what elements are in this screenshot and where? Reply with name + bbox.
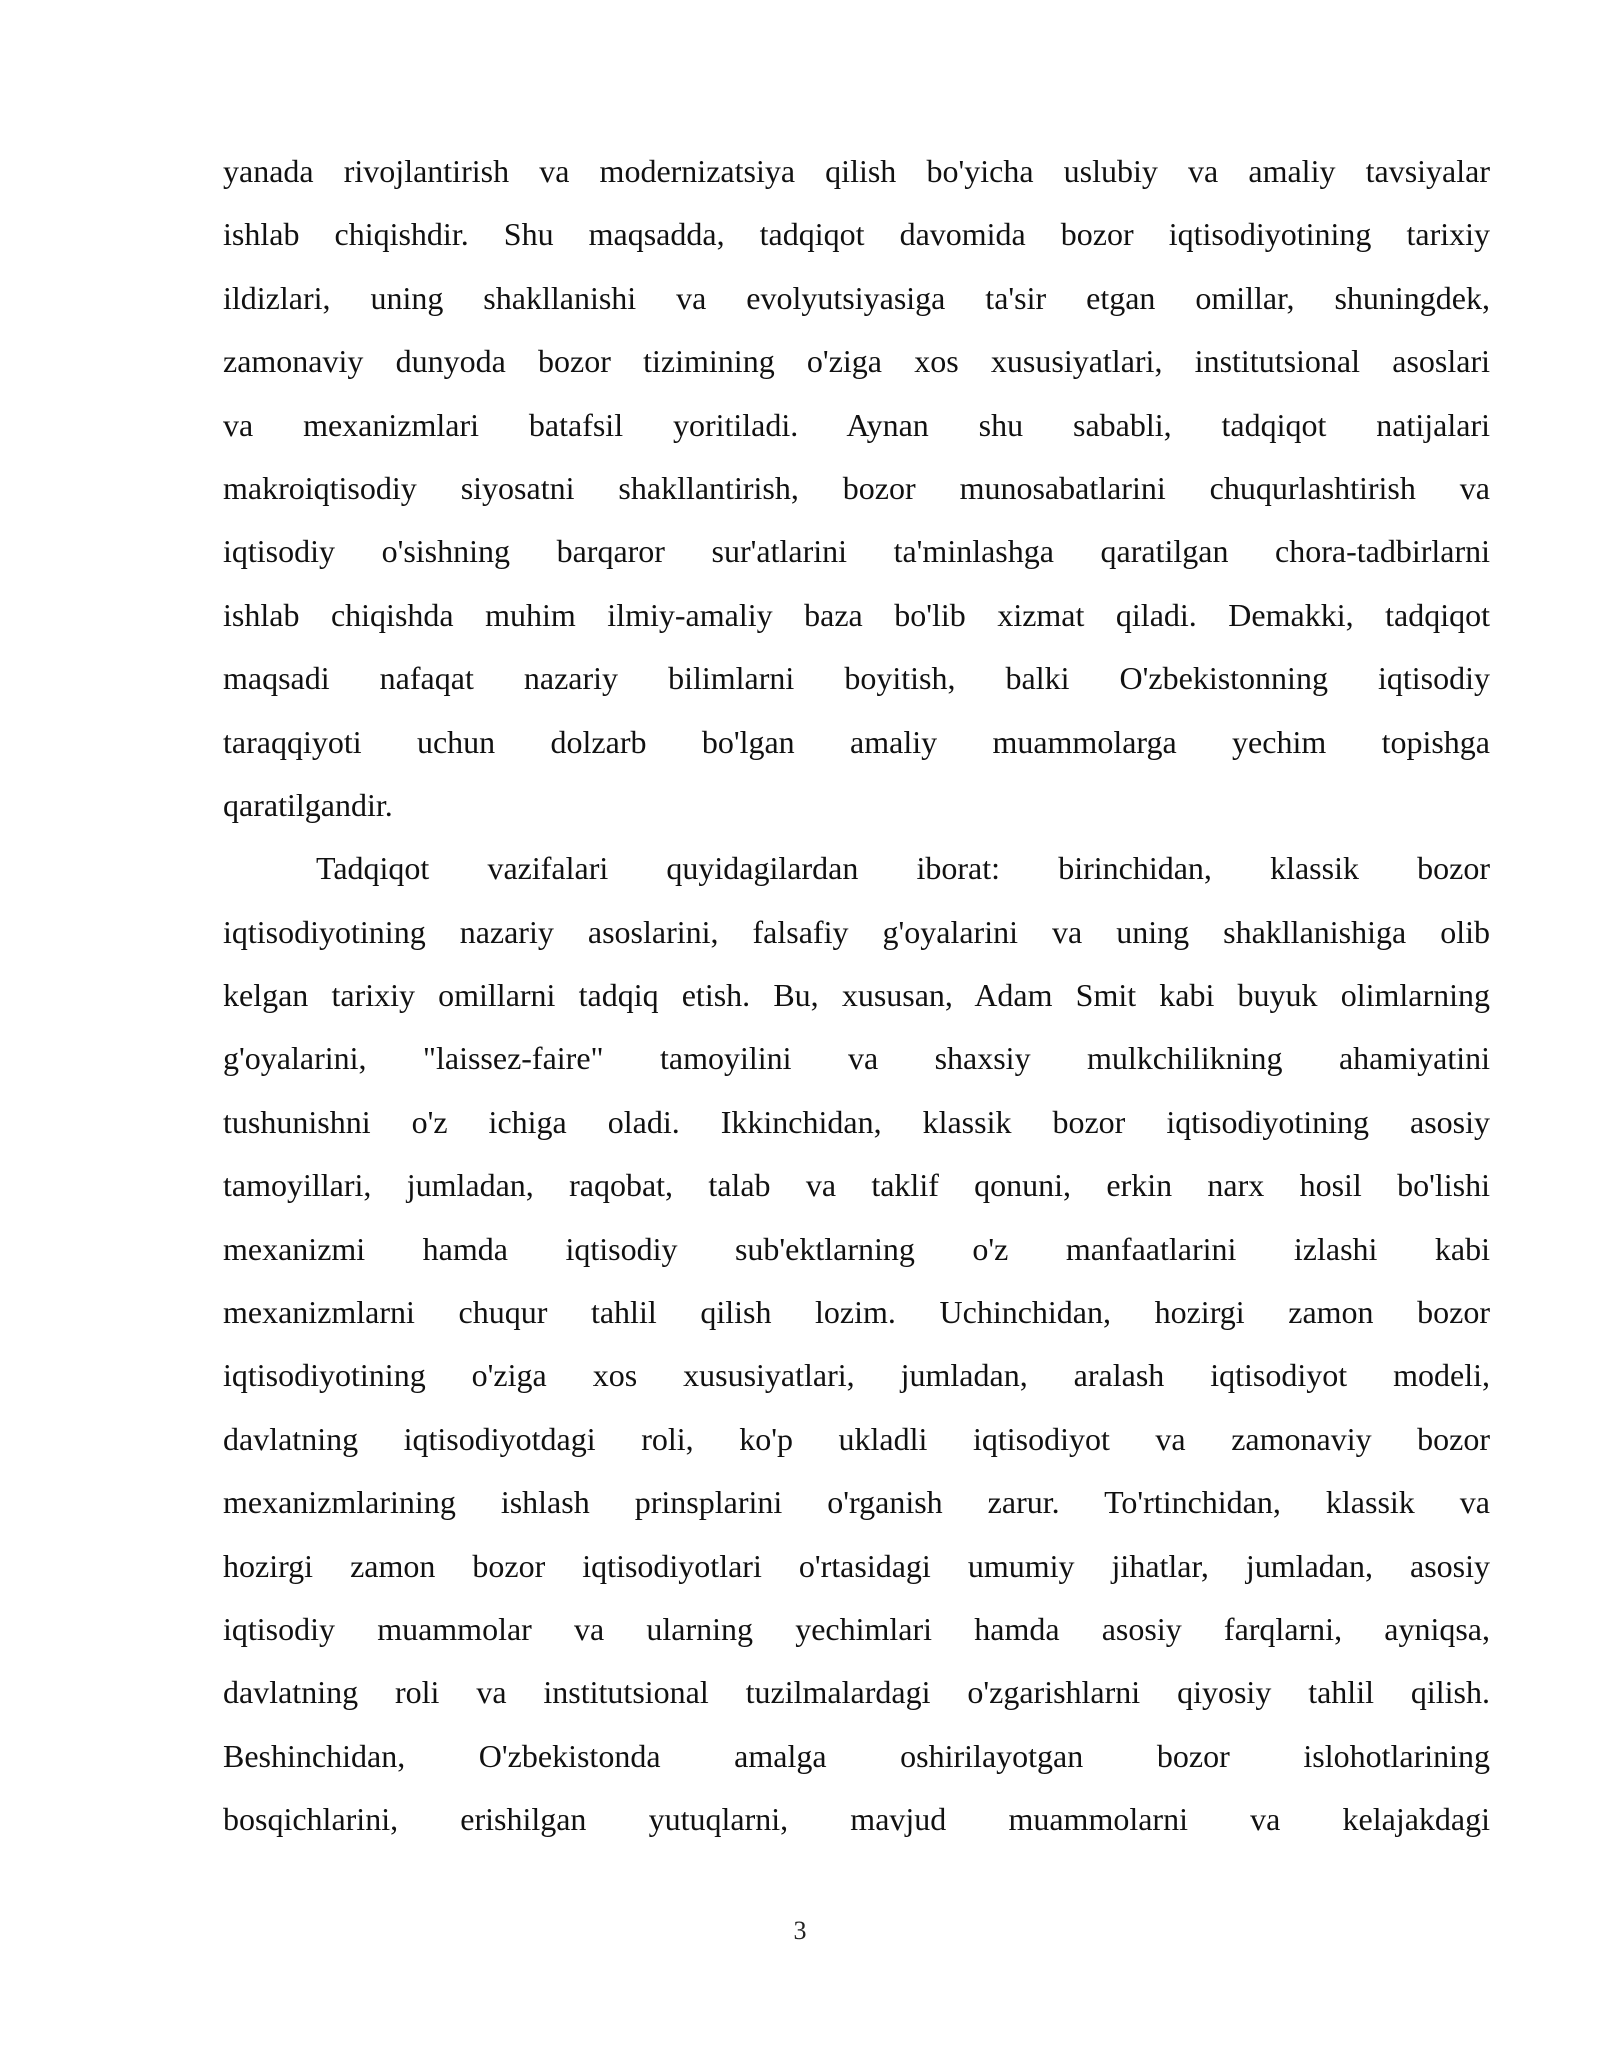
- text-line: ishlab chiqishda muhim ilmiy-amaliy baza bo'lib xizmat qiladi. Demakki, tadqiqot: [223, 596, 1490, 633]
- text-line: hozirgi zamon bozor iqtisodiyotlari o'rtasidagi umumiy jihatlar, jumladan, asosiy: [223, 1547, 1490, 1584]
- text-line: mexanizmlarni chuqur tahlil qilish lozim. Uchinchidan, hozirgi zamon bozor: [223, 1294, 1490, 1331]
- text-line: zamonaviy dunyoda bozor tizimining o'ziga xos xususiyatlari, institutsional asoslari: [223, 343, 1490, 380]
- text-line: kelgan tarixiy omillarni tadqiq etish. Bu, xususan, Adam Smit kabi buyuk olimlarning: [223, 977, 1490, 1014]
- text-line: iqtisodiyotining nazariy asoslarini, falsafiy g'oyalarini va uning shakllanishiga olib: [223, 913, 1490, 950]
- text-line: tushunishni o'z ichiga oladi. Ikkinchidan, klassik bozor iqtisodiyotining asosiy: [223, 1103, 1490, 1140]
- text-line: ishlab chiqishdir. Shu maqsadda, tadqiqot davomida bozor iqtisodiyotining tarixiy: [223, 216, 1490, 253]
- text-line: iqtisodiy o'sishning barqaror sur'atlarini ta'minlashga qaratilgan chora-tadbirlarni: [223, 533, 1490, 570]
- text-line: taraqqiyoti uchun dolzarb bo'lgan amaliy muammolarga yechim topishga: [223, 723, 1490, 760]
- text-line: bosqichlarini, erishilgan yutuqlarni, mavjud muammolarni va kelajakdagi: [223, 1801, 1490, 1838]
- text-line: va mexanizmlari batafsil yoritiladi. Aynan shu sababli, tadqiqot natijalari: [223, 406, 1490, 443]
- text-line: iqtisodiy muammolar va ularning yechimlari hamda asosiy farqlarni, ayniqsa,: [223, 1610, 1490, 1647]
- page-number: 3: [793, 1916, 807, 1945]
- text-line: Beshinchidan, O'zbekistonda amalga oshirilayotgan bozor islohotlarining: [223, 1737, 1490, 1774]
- text-line: iqtisodiyotining o'ziga xos xususiyatlari, jumladan, aralash iqtisodiyot modeli,: [223, 1357, 1490, 1394]
- text-line: mexanizmi hamda iqtisodiy sub'ektlarning o'z manfaatlarini izlashi kabi: [223, 1230, 1490, 1267]
- text-line: qaratilgandir.: [223, 786, 393, 823]
- text-line: ildizlari, uning shakllanishi va evolyutsiyasiga ta'sir etgan omillar, shuningdek,: [223, 279, 1490, 316]
- text-line: tamoyillari, jumladan, raqobat, talab va taklif qonuni, erkin narx hosil bo'lishi: [223, 1167, 1490, 1204]
- paragraph: [223, 837, 1490, 1851]
- body-text: [223, 140, 1490, 1852]
- text-line: yanada rivojlantirish va modernizatsiya qilish bo'yicha uslubiy va amaliy tavsiyalar: [223, 153, 1490, 189]
- text-line: davlatning iqtisodiyotdagi roli, ko'p ukladli iqtisodiyot va zamonaviy bozor: [223, 1420, 1490, 1457]
- text-line: g'oyalarini, "laissez-faire" tamoyilini va shaxsiy mulkchilikning ahamiyatini: [223, 1040, 1490, 1077]
- text-line: maqsadi nafaqat nazariy bilimlarni boyitish, balki O'zbekistonning iqtisodiy: [223, 660, 1490, 697]
- text-line: davlatning roli va institutsional tuzilmalardagi o'zgarishlarni qiyosiy tahlil qilish.: [223, 1674, 1490, 1711]
- text-line: makroiqtisodiy siyosatni shakllantirish, bozor munosabatlarini chuqurlashtirish va: [223, 469, 1490, 506]
- paragraph: [223, 140, 1490, 837]
- text-line: Tadqiqot vazifalari quyidagilardan iborat: birinchidan, klassik bozor: [316, 850, 1490, 887]
- text-line: mexanizmlarining ishlash prinsplarini o'rganish zarur. To'rtinchidan, klassik va: [223, 1484, 1490, 1521]
